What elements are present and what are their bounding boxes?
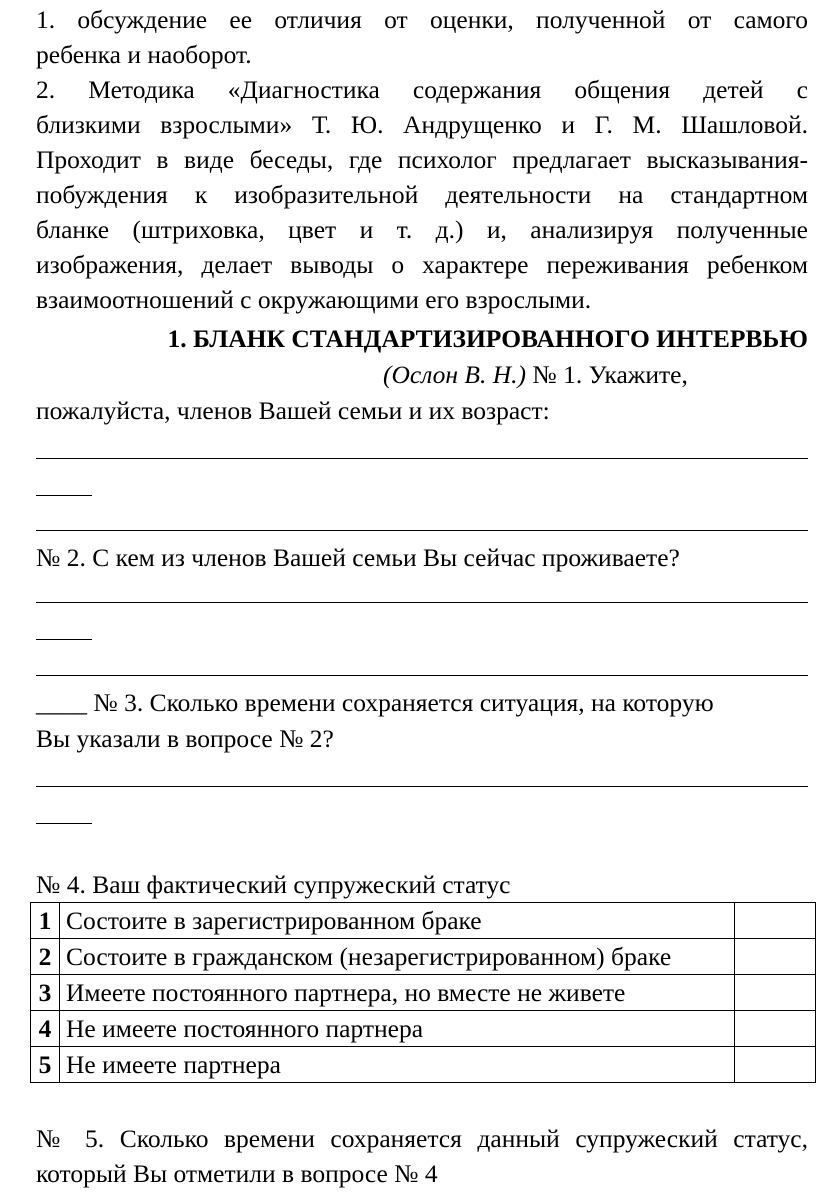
option-number: 3 <box>31 975 60 1011</box>
q3-line-2: Вы указали в вопросе № 2? <box>36 724 334 753</box>
table-row <box>31 1011 816 1047</box>
answer-line-short[interactable] <box>36 495 92 496</box>
marital-status-table <box>30 902 816 1083</box>
intro-line-8: изображения, делает выводы о характере переживания ребенком <box>36 250 808 279</box>
q2-text: № 2. С кем из членов Вашей семьи Вы сейчас проживаете? <box>36 543 680 572</box>
option-number: 2 <box>31 939 60 975</box>
option-label: Не имеете партнера <box>60 1047 735 1083</box>
option-mark-cell[interactable] <box>735 1011 816 1047</box>
option-label: Состоите в гражданском (незарегистрированном) браке <box>60 939 735 975</box>
intro-line-9: взаимоотношений с окружающими его взрослыми. <box>36 285 592 314</box>
answer-line[interactable] <box>36 530 808 531</box>
q3-line-1 <box>36 686 808 720</box>
option-mark-cell[interactable] <box>735 939 816 975</box>
option-number: 5 <box>31 1047 60 1083</box>
option-number: 4 <box>31 1011 60 1047</box>
section-heading: 1. БЛАНК СТАНДАРТИЗИРОВАННОГО ИНТЕРВЬЮ <box>167 324 808 353</box>
q3-answer-blank[interactable]: ____ <box>36 688 87 717</box>
intro-line-1: 1. обсуждение ее отличия от оценки, полученной от самого <box>36 5 808 34</box>
intro-line-3: 2. Методика «Диагностика содержания общения детей с <box>36 75 808 104</box>
option-label: Состоите в зарегистрированном браке <box>60 903 735 939</box>
intro-line-6: побуждения к изобразительной деятельности на стандартном <box>36 180 808 209</box>
q1-line-2: пожалуйста, членов Вашей семьи и их возраст: <box>36 396 550 425</box>
answer-line-short[interactable] <box>36 823 92 824</box>
intro-line-2: ребенка и наоборот. <box>36 40 252 69</box>
table-row <box>31 1047 816 1083</box>
q5-line-2: который Вы отметили в вопросе № 4 <box>36 1159 438 1188</box>
option-mark-cell[interactable] <box>735 903 816 939</box>
answer-line[interactable] <box>36 602 808 603</box>
option-mark-cell[interactable] <box>735 1047 816 1083</box>
intro-line-7: бланке (штриховка, цвет и т. д.) и, анализируя полученные <box>36 215 808 244</box>
option-label: Не имеете постоянного партнера <box>60 1011 735 1047</box>
option-number: 1 <box>31 903 60 939</box>
q4-title: № 4. Ваш фактический супружеский статус <box>36 870 511 899</box>
q1-line-1 <box>383 358 783 392</box>
author-credit: (Ослон В. Н.) <box>383 360 527 389</box>
intro-line-5: Проходит в виде беседы, где психолог предлагает высказывания- <box>36 145 808 174</box>
q3-text-part1: № 3. Сколько времени сохраняется ситуация, на которую <box>87 688 714 717</box>
answer-line-short[interactable] <box>36 639 92 640</box>
answer-line[interactable] <box>36 786 808 787</box>
answer-line[interactable] <box>36 458 808 459</box>
answer-line[interactable] <box>36 675 808 676</box>
intro-line-4: близкими взрослыми» Т. Ю. Андрущенко и Г. М. Шашловой. <box>36 110 808 139</box>
q5-line-1: № 5. Сколько времени сохраняется данный супружеский статус, <box>36 1124 808 1153</box>
table-row <box>31 939 816 975</box>
q1-text-part1: № 1. Укажите, <box>526 360 688 389</box>
option-label: Имеете постоянного партнера, но вместе не живете <box>60 975 735 1011</box>
option-mark-cell[interactable] <box>735 975 816 1011</box>
table-row <box>31 975 816 1011</box>
table-row <box>31 903 816 939</box>
